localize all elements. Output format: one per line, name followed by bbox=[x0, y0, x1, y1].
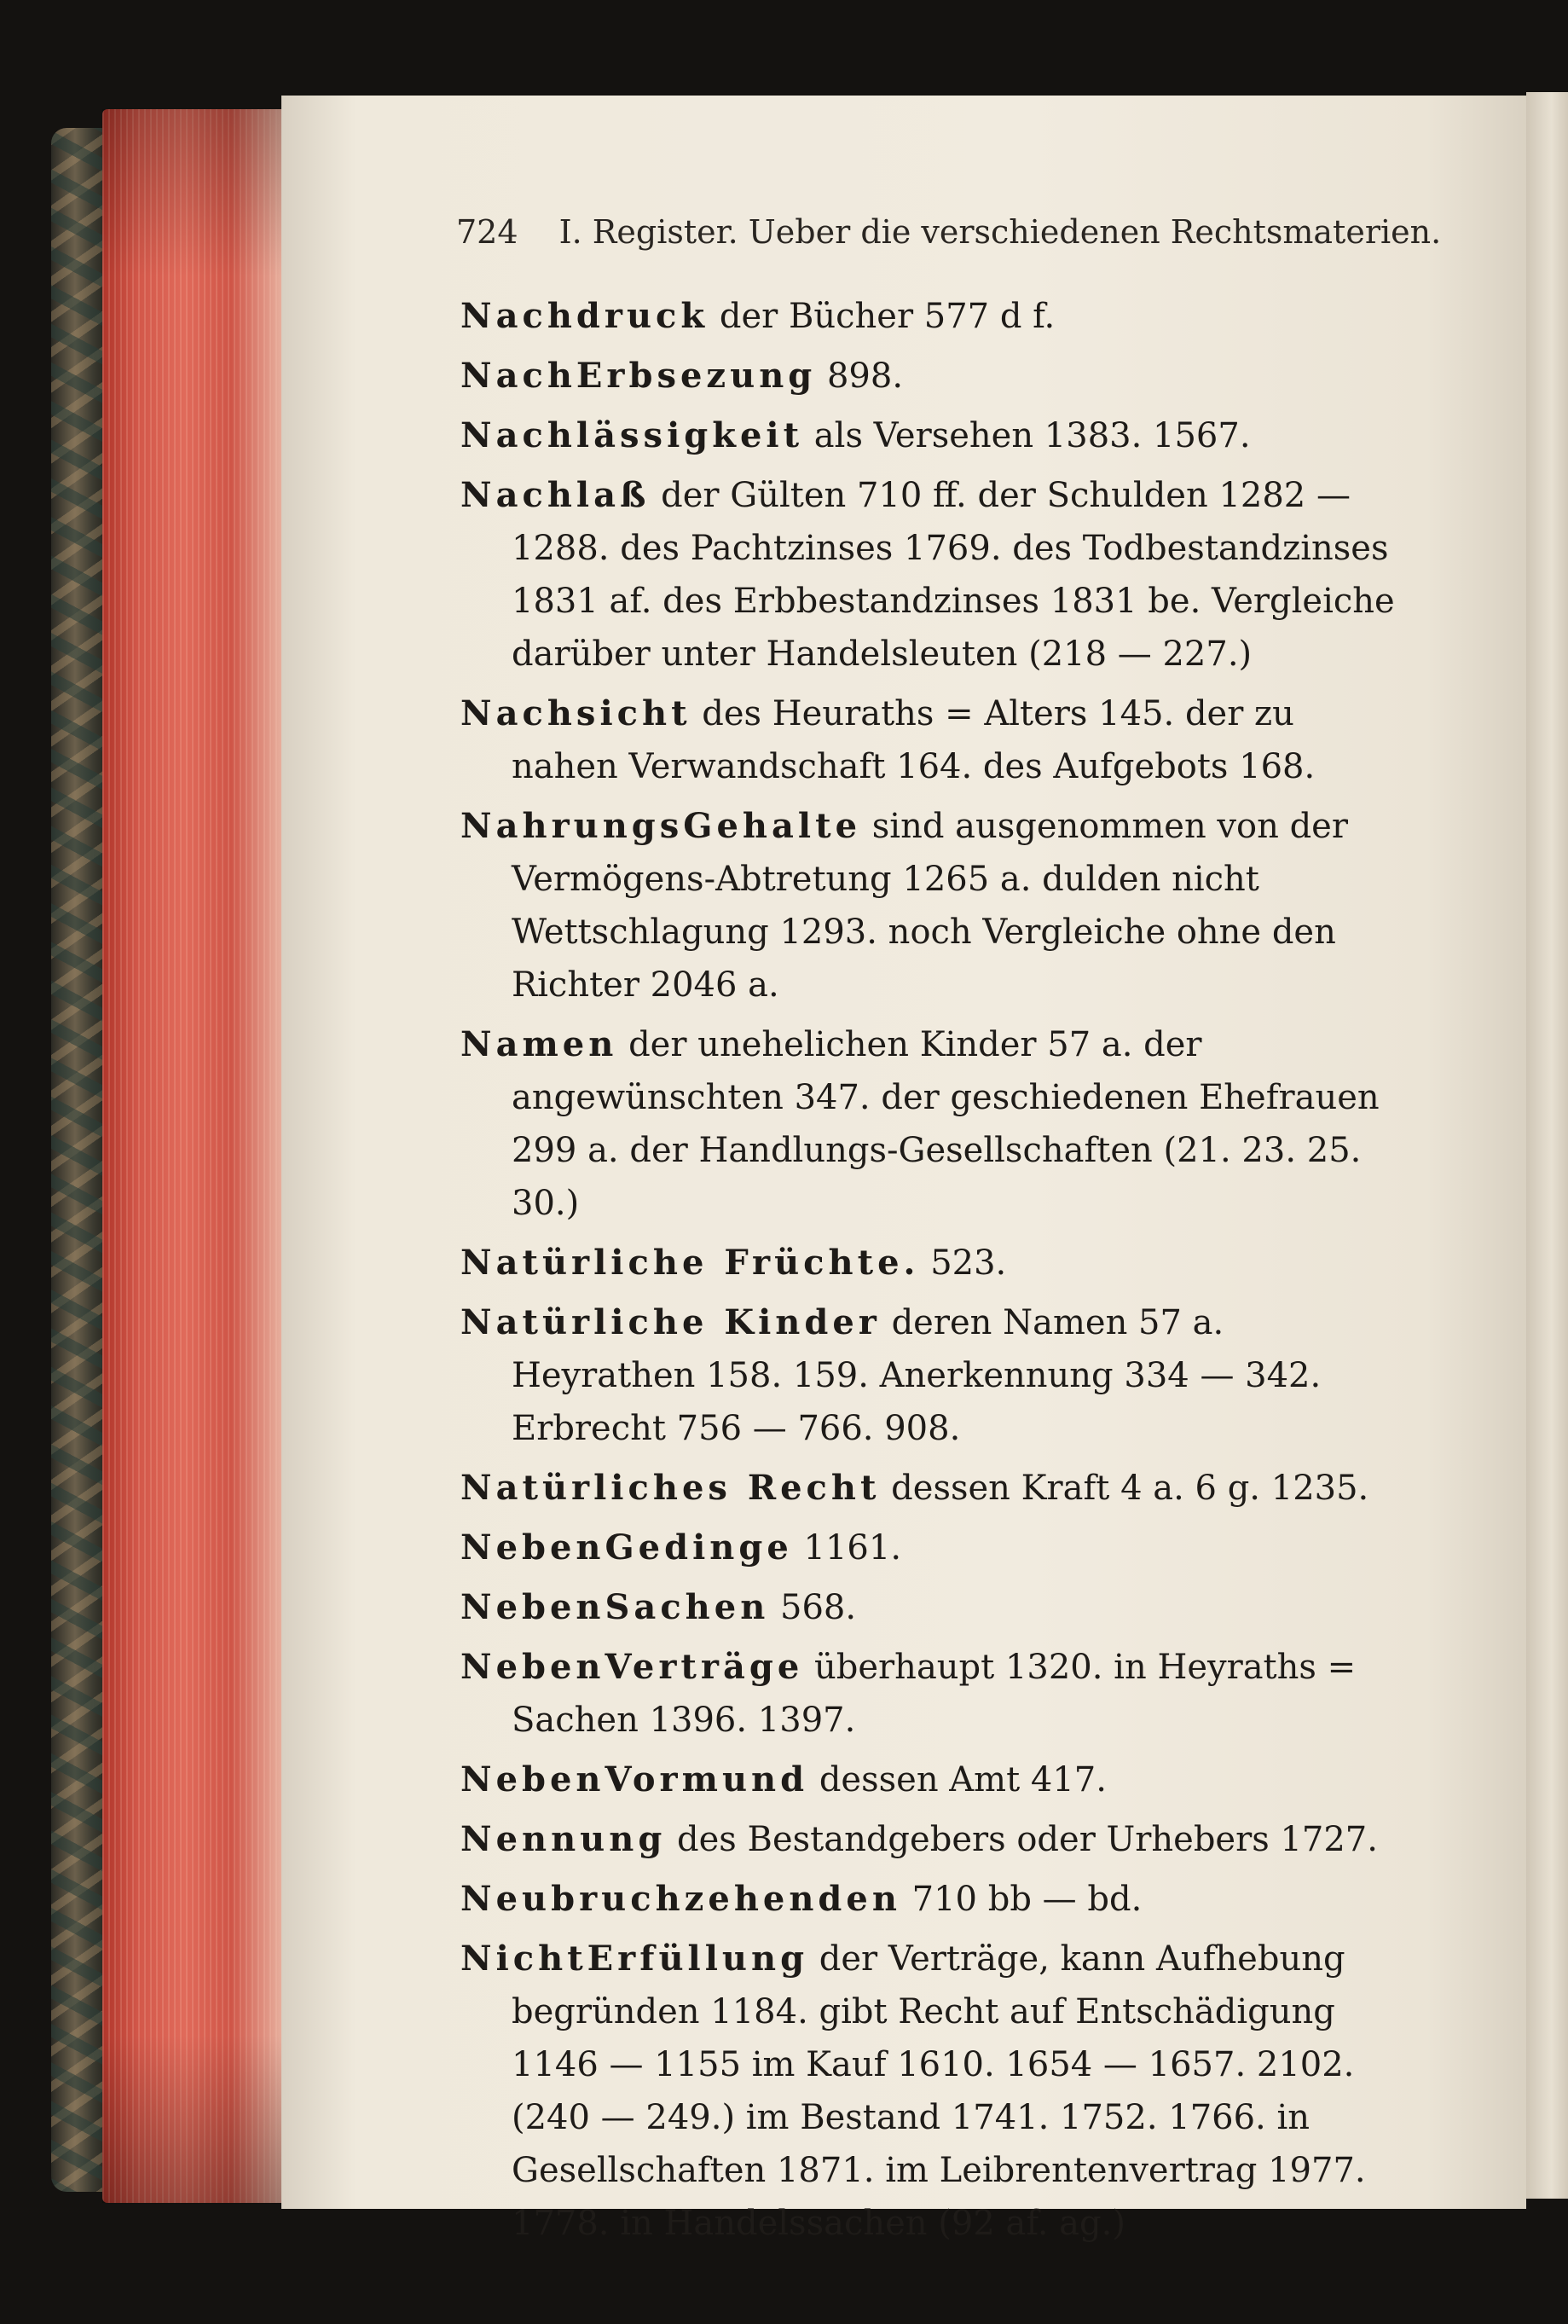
entry-text: überhaupt 1320. in Heyraths = Sachen 1396. 1397. bbox=[512, 1648, 1357, 1740]
entry-text: deren Namen 57 a. Heyrathen 158. 159. Anerkennung 334 — 342. Erbrecht 756 — 766. 908. bbox=[512, 1303, 1322, 1448]
entry-keyword: Nachlaß bbox=[460, 475, 651, 515]
header-title: I. Register. Ueber die verschiedenen Rechtsmaterien. bbox=[558, 213, 1442, 251]
entry-keyword: NebenVerträge bbox=[460, 1647, 804, 1687]
entry-keyword: NebenVormund bbox=[460, 1759, 809, 1800]
index-entry bbox=[460, 409, 1407, 462]
entry-keyword: NachErbsezung bbox=[460, 356, 817, 396]
index-entry bbox=[460, 1873, 1407, 1926]
index-entry bbox=[460, 1521, 1407, 1574]
index-entries bbox=[460, 290, 1407, 2257]
index-entry bbox=[460, 1018, 1407, 1230]
entry-text: 710 bb — bd. bbox=[911, 1880, 1143, 1919]
running-header bbox=[456, 213, 1479, 251]
entry-text: 523. bbox=[930, 1243, 1007, 1283]
entry-keyword: NebenGedinge bbox=[460, 1527, 793, 1568]
entry-text: dessen Kraft 4 a. 6 g. 1235. bbox=[891, 1469, 1369, 1508]
entry-text: der Gülten 710 ff. der Schulden 1282 — 1288. des Pachtzinses 1769. des Todbestandzinses 1831 af. des Erbbestandzinses 1831 be. Vergleiche darüber unter Handelsleuten (218 — 227.) bbox=[512, 476, 1395, 674]
index-entry bbox=[460, 1462, 1407, 1515]
index-entry bbox=[460, 1933, 1407, 2250]
entry-keyword: Natürliche Früchte. bbox=[460, 1243, 920, 1283]
entry-text: sind ausgenommen von der Vermögens-Abtretung 1265 a. dulden nicht Wettschlagung 1293. noch Vergleiche ohne den Richter 2046 a. bbox=[512, 807, 1348, 1005]
entry-keyword: NahrungsGehalte bbox=[460, 806, 862, 846]
entry-text: der Verträge, kann Aufhebung begründen 1184. gibt Recht auf Entschädigung 1146 — 1155 im Kauf 1610. 1654 — 1657. 2102. (240 — 249.) im Bestand 1741. 1752. 1766. in Gesellschaften 1871. im Leibrentenvertrag 1977. 1778. in Handelssachen (92 af. ag.) bbox=[512, 1939, 1366, 2243]
index-entry bbox=[460, 1237, 1407, 1290]
index-entry bbox=[460, 1641, 1407, 1747]
index-entry bbox=[460, 350, 1407, 403]
entry-keyword: Nachlässigkeit bbox=[460, 415, 804, 455]
index-entry bbox=[460, 1753, 1407, 1806]
index-entry bbox=[460, 1296, 1407, 1455]
entry-text: des Bestandgebers oder Urhebers 1727. bbox=[677, 1820, 1378, 1859]
index-entry bbox=[460, 1581, 1407, 1634]
entry-keyword: Neubruchzehenden bbox=[460, 1879, 901, 1919]
entry-text: 1161. bbox=[803, 1528, 902, 1568]
entry-keyword: Namen bbox=[460, 1024, 618, 1064]
entry-keyword: NebenSachen bbox=[460, 1587, 770, 1627]
entry-text: als Versehen 1383. 1567. bbox=[813, 416, 1251, 455]
entry-text: dessen Amt 417. bbox=[819, 1760, 1107, 1800]
entry-text: der Bücher 577 d f. bbox=[719, 297, 1056, 336]
page-edges-shadow bbox=[102, 109, 286, 2203]
entry-keyword: Nachsicht bbox=[460, 693, 691, 733]
index-entry bbox=[460, 1813, 1407, 1866]
entry-text: 568. bbox=[780, 1588, 857, 1627]
entry-text: 898. bbox=[826, 356, 904, 396]
index-entry bbox=[460, 800, 1407, 1011]
facing-page-edge bbox=[1526, 92, 1568, 2199]
index-entry bbox=[460, 469, 1407, 681]
index-entry bbox=[460, 290, 1407, 343]
entry-keyword: NichtErfüllung bbox=[460, 1939, 809, 1979]
entry-text: der unehelichen Kinder 57 a. der angewünschten 347. der geschiedenen Ehefrauen 299 a. der Handlungs-Gesellschaften (21. 23. 25. 30.) bbox=[512, 1025, 1380, 1223]
index-entry bbox=[460, 687, 1407, 793]
entry-keyword: Nennung bbox=[460, 1819, 667, 1859]
entry-text: des Heuraths = Alters 145. der zu nahen Verwandschaft 164. des Aufgebots 168. bbox=[512, 694, 1316, 786]
page-number: 724 bbox=[456, 213, 518, 251]
entry-keyword: Natürliche Kinder bbox=[460, 1302, 881, 1342]
entry-keyword: Nachdruck bbox=[460, 296, 709, 336]
entry-keyword: Natürliches Recht bbox=[460, 1468, 881, 1508]
